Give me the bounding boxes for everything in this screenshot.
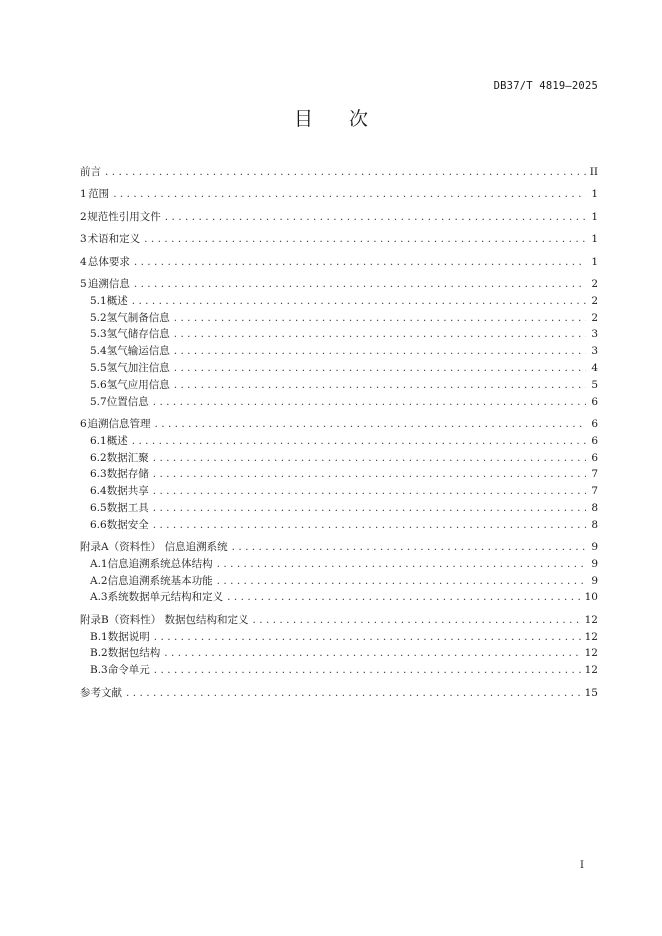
toc-entry-page: 3 (591, 345, 598, 358)
toc-dot-leader (232, 539, 586, 556)
toc-dot-leader (153, 466, 586, 483)
toc-dot-leader (217, 573, 586, 590)
toc-entry-number: 6.6 (90, 518, 107, 531)
toc-dot-leader (164, 645, 580, 662)
toc-entry-page: 15 (584, 686, 598, 699)
toc-entry-page: 5 (591, 378, 598, 391)
page-title: 目次 (293, 108, 404, 130)
toc-entry-number: 5.5 (90, 361, 107, 374)
toc-dot-leader (174, 343, 586, 360)
toc-dot-leader (105, 164, 586, 181)
toc-entry[interactable] (80, 254, 598, 271)
toc-entry-page: 7 (591, 485, 598, 498)
toc-entry-page: 1 (591, 255, 598, 268)
toc-entry-page: 1 (591, 188, 598, 201)
toc-entry-page: 7 (591, 468, 598, 481)
toc-entry-title: 信息追溯系统基本功能 (107, 574, 213, 587)
toc-entry-page: II (589, 166, 598, 178)
toc-entry-title: 总体要求 (87, 255, 130, 268)
toc-entry-title: 数据存储 (106, 468, 149, 481)
toc-entry[interactable] (80, 343, 598, 360)
toc-entry-page: 2 (591, 311, 598, 324)
toc-entry-title: 数据包结构和定义 (164, 613, 249, 626)
toc-entry-page: 12 (584, 647, 598, 660)
toc-dot-leader (132, 293, 586, 310)
toc-dot-leader (174, 360, 586, 377)
toc-entry-title: 氢气应用信息 (106, 378, 170, 391)
toc-entry-number: A.3 (90, 591, 108, 604)
toc-dot-leader (144, 231, 586, 248)
toc-entry-number: B.1 (90, 630, 108, 643)
toc-entry-number: 5.7 (90, 395, 107, 408)
toc-dot-leader (153, 500, 586, 517)
toc-entry-number: 6.3 (90, 468, 107, 481)
toc-entry-page: 9 (591, 557, 598, 570)
toc-entry-page: 8 (591, 501, 598, 514)
toc-entry[interactable] (80, 517, 598, 534)
toc-entry-number: A.2 (90, 574, 108, 587)
toc-entry-number: 1 (80, 188, 87, 201)
toc-entry-title: 位置信息 (106, 395, 149, 408)
toc-entry-page: 12 (584, 664, 598, 677)
toc-entry[interactable] (80, 186, 598, 203)
toc-entry-title: 追溯信息管理 (87, 417, 151, 430)
toc-dot-leader (154, 416, 586, 433)
toc-dot-leader (113, 186, 586, 203)
toc-entry-page: 1 (591, 210, 598, 223)
toc-dot-leader (165, 209, 586, 226)
toc-entry[interactable] (80, 629, 598, 646)
toc-entry-page: 3 (591, 328, 598, 341)
toc-entry-title: 命令单元 (107, 664, 150, 677)
toc-dot-leader (154, 662, 581, 679)
toc-entry-page: 12 (584, 613, 598, 626)
toc-entry-title: 数据工具 (106, 501, 149, 514)
toc-entry[interactable] (80, 450, 598, 467)
toc-dot-leader (154, 629, 581, 646)
toc-dot-leader (217, 556, 586, 573)
toc-dot-leader (252, 612, 580, 629)
table-of-contents (80, 164, 598, 701)
toc-entry-title: 信息追溯系统 (164, 541, 228, 554)
toc-dot-leader (132, 433, 586, 450)
toc-dot-leader (153, 450, 586, 467)
toc-entry-title: 氢气储存信息 (106, 328, 170, 341)
toc-entry-page: 10 (584, 591, 598, 604)
toc-entry-title: 概述 (106, 434, 128, 447)
toc-entry-title: 术语和定义 (87, 233, 141, 246)
toc-entry[interactable] (80, 662, 598, 679)
toc-entry-title: 信息追溯系统总体结构 (107, 557, 213, 570)
toc-entry-number: 5.6 (90, 378, 107, 391)
toc-entry-page: 2 (591, 277, 598, 290)
toc-entry[interactable] (80, 326, 598, 343)
toc-entry[interactable] (80, 394, 598, 411)
toc-entry-title: 参考文献 (80, 686, 122, 699)
toc-entry[interactable] (80, 483, 598, 500)
toc-entry-title: 前言 (80, 166, 101, 178)
page-number: I (580, 860, 584, 871)
toc-entry-number: 6.1 (90, 434, 107, 447)
toc-entry-number: 6 (80, 417, 87, 430)
toc-entry-title: 数据共享 (106, 485, 149, 498)
toc-entry-number: 5 (80, 277, 87, 290)
toc-entry-page: 2 (591, 294, 598, 307)
toc-entry-title: 氢气制备信息 (106, 311, 170, 324)
toc-entry[interactable] (80, 433, 598, 450)
toc-entry[interactable] (80, 573, 598, 590)
toc-entry[interactable] (80, 231, 598, 248)
toc-entry-title: 追溯信息 (87, 277, 130, 290)
toc-entry-number: 6.5 (90, 501, 107, 514)
toc-entry[interactable] (80, 556, 598, 573)
toc-entry-page: 6 (591, 451, 598, 464)
toc-entry-title: 规范性引用文件 (87, 210, 161, 223)
toc-entry-number: 附录A（资料性） (80, 541, 162, 554)
toc-dot-leader (134, 276, 586, 293)
toc-entry-title: 范围 (88, 188, 110, 201)
toc-entry-page: 6 (591, 434, 598, 447)
toc-entry[interactable] (80, 377, 598, 394)
toc-entry-number: A.1 (90, 557, 108, 570)
toc-entry[interactable] (80, 466, 598, 483)
toc-entry[interactable] (80, 360, 598, 377)
toc-entry-number: 6.2 (90, 451, 107, 464)
toc-entry[interactable] (80, 164, 598, 181)
toc-dot-leader (227, 589, 581, 606)
toc-entry[interactable] (80, 645, 598, 662)
toc-entry-number: 4 (80, 255, 87, 268)
toc-entry-title: 数据包结构 (107, 647, 161, 660)
toc-entry-page: 1 (591, 233, 598, 246)
toc-entry[interactable] (80, 209, 598, 226)
toc-entry-page: 9 (591, 574, 598, 587)
toc-entry-number: B.2 (90, 647, 108, 660)
toc-entry-title: 氢气输运信息 (106, 345, 170, 358)
toc-entry[interactable] (80, 685, 598, 702)
toc-entry-number: 5.4 (90, 345, 107, 358)
toc-dot-leader (174, 326, 586, 343)
toc-dot-leader (153, 394, 586, 411)
toc-entry-title: 数据汇聚 (106, 451, 149, 464)
toc-dot-leader (134, 254, 586, 271)
toc-dot-leader (174, 377, 586, 394)
toc-entry-number: 3 (80, 233, 87, 246)
toc-entry[interactable] (80, 310, 598, 327)
toc-dot-leader (126, 685, 581, 702)
toc-entry-page: 9 (591, 541, 598, 554)
toc-entry-number: 附录B（资料性） (80, 613, 162, 626)
toc-entry[interactable] (80, 276, 598, 293)
toc-dot-leader (174, 310, 586, 327)
toc-entry-title: 数据安全 (106, 518, 149, 531)
toc-entry-page: 6 (591, 395, 598, 408)
toc-entry[interactable] (80, 500, 598, 517)
toc-entry[interactable] (80, 539, 598, 556)
toc-entry[interactable] (80, 416, 598, 433)
toc-entry-title: 氢气加注信息 (106, 361, 170, 374)
toc-entry-number: 2 (80, 210, 87, 223)
toc-entry-number: B.3 (90, 664, 108, 677)
toc-entry-page: 6 (591, 417, 598, 430)
toc-entry[interactable] (80, 612, 598, 629)
toc-entry[interactable] (80, 293, 598, 310)
toc-entry-title: 数据说明 (107, 630, 150, 643)
toc-entry-page: 8 (591, 518, 598, 531)
toc-entry-number: 5.2 (90, 311, 107, 324)
toc-dot-leader (153, 517, 586, 534)
toc-entry[interactable] (80, 589, 598, 606)
toc-entry-number: 6.4 (90, 485, 107, 498)
toc-entry-number: 5.3 (90, 328, 107, 341)
toc-entry-page: 12 (584, 630, 598, 643)
toc-entry-page: 4 (591, 361, 598, 374)
toc-entry-number: 5.1 (90, 294, 107, 307)
toc-entry-title: 系统数据单元结构和定义 (107, 591, 224, 604)
document-code: DB37/T 4819—2025 (493, 80, 598, 92)
toc-dot-leader (153, 483, 586, 500)
toc-entry-title: 概述 (106, 294, 128, 307)
